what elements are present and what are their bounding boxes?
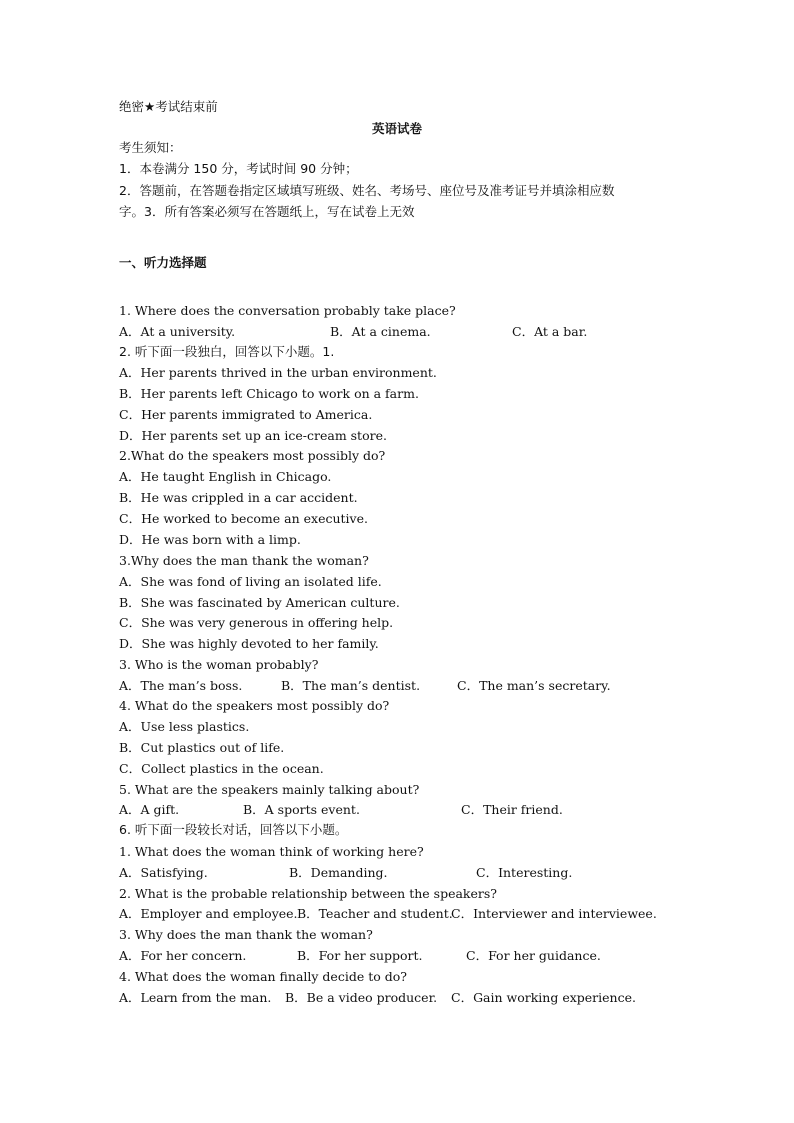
q2-3-stem: 3.Why does the man thank the woman? — [119, 553, 369, 568]
q4-option-a: A．Use less plastics. — [119, 719, 250, 734]
q6-2-stem: 2. What is the probable relationship between the speakers? — [119, 886, 497, 901]
q6-2-option-c: C．Interviewer and interviewee. — [451, 906, 657, 921]
notice-line-2: 2．答题前，在答题卷指定区域填写班级、姓名、考场号、座位号及准考证号并填涂相应数 — [119, 183, 615, 198]
question-6-intro: 6. 听下面一段较长对话，回答以下小题。 — [119, 822, 348, 837]
q4-option-c: C．Collect plastics in the ocean. — [119, 761, 324, 776]
q1-option-c: C．At a bar. — [512, 324, 588, 339]
q6-1-option-a: A．Satisfying. — [119, 865, 208, 880]
q6-4-option-a: A．Learn from the man. — [119, 990, 272, 1005]
q2-1-option-c: C．Her parents immigrated to America. — [119, 407, 373, 422]
notice-heading: 考生须知： — [119, 140, 182, 155]
q6-1-option-c: C．Interesting. — [476, 865, 573, 880]
q6-3-option-c: C．For her guidance. — [466, 948, 601, 963]
q6-2-option-a: A．Employer and employee. — [119, 906, 298, 921]
q2-2-stem: 2.What do the speakers most possibly do? — [119, 448, 386, 463]
q2-3-option-b: B．She was fascinated by American culture. — [119, 595, 400, 610]
page-title: 英语试卷 — [371, 121, 422, 136]
q2-3-option-c: C．She was very generous in offering help. — [119, 615, 394, 630]
notice-line-3: 字。3．所有答案必须写在答题纸上，写在试卷上无效 — [119, 204, 415, 219]
question-4-stem: 4. What do the speakers most possibly do? — [119, 698, 390, 713]
q3-option-c: C．The man’s secretary. — [457, 678, 611, 693]
q2-3-option-d: D．She was highly devoted to her family. — [119, 636, 379, 651]
q3-option-b: B．The man’s dentist. — [281, 678, 421, 693]
q6-4-option-b: B．Be a video producer. — [285, 990, 438, 1005]
q1-option-b: B．At a cinema. — [330, 324, 431, 339]
q6-4-option-c: C．Gain working experience. — [451, 990, 636, 1005]
q6-3-option-a: A．For her concern. — [119, 948, 247, 963]
notice-line-1: 1．本卷满分 150 分，考试时间 90 分钟； — [119, 161, 358, 176]
q4-option-b: B．Cut plastics out of life. — [119, 740, 285, 755]
q2-1-option-a: A．Her parents thrived in the urban environment. — [119, 365, 437, 380]
q2-1-option-b: B．Her parents left Chicago to work on a farm. — [119, 386, 419, 401]
q5-option-b: B．A sports event. — [243, 802, 360, 817]
q3-option-a: A．The man’s boss. — [119, 678, 243, 693]
confidential-label: 绝密★考试结束前 — [119, 99, 218, 114]
q2-2-option-d: D．He was born with a limp. — [119, 532, 301, 547]
section-heading: 一、听力选择题 — [119, 255, 207, 270]
q5-option-c: C．Their friend. — [461, 802, 563, 817]
q6-1-stem: 1. What does the woman think of working here? — [119, 844, 424, 859]
q5-option-a: A．A gift. — [119, 802, 180, 817]
question-2-intro: 2. 听下面一段独白，回答以下小题。1. — [119, 344, 335, 359]
q6-2-option-b: B．Teacher and student. — [297, 906, 453, 921]
q1-option-a: A．At a university. — [119, 324, 236, 339]
question-3-stem: 3. Who is the woman probably? — [119, 657, 319, 672]
q2-1-option-d: D．Her parents set up an ice-cream store. — [119, 428, 387, 443]
q2-2-option-c: C．He worked to become an executive. — [119, 511, 368, 526]
question-5-stem: 5. What are the speakers mainly talking about? — [119, 782, 420, 797]
q6-4-stem: 4. What does the woman finally decide to do? — [119, 969, 407, 984]
question-1-stem: 1. Where does the conversation probably take place? — [119, 303, 456, 318]
q2-2-option-b: B．He was crippled in a car accident. — [119, 490, 358, 505]
q6-3-option-b: B．For her support. — [297, 948, 423, 963]
q2-3-option-a: A．She was fond of living an isolated life. — [119, 574, 382, 589]
q2-2-option-a: A．He taught English in Chicago. — [119, 469, 332, 484]
q6-3-stem: 3. Why does the man thank the woman? — [119, 927, 373, 942]
q6-1-option-b: B．Demanding. — [289, 865, 388, 880]
